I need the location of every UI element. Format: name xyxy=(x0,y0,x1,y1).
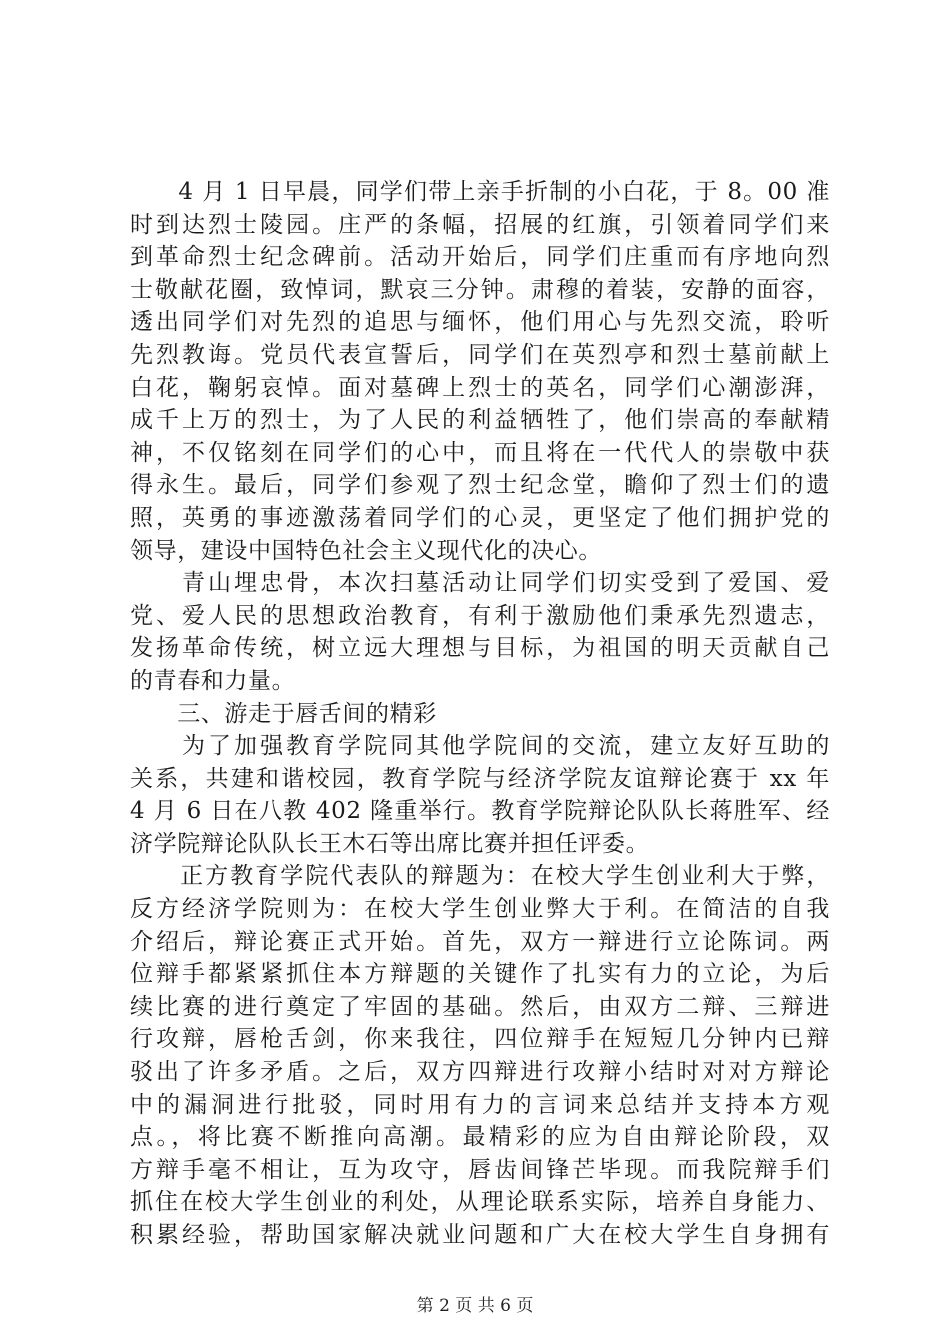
text-line: 先烈教诲。党员代表宣誓后，同学们在英烈亭和烈士墓前献上 xyxy=(130,341,830,368)
text-line: 关系，共建和谐校园，教育学院与经济学院友谊辩论赛于 xx 年 xyxy=(130,765,830,792)
text-line: 正方教育学院代表队的辩题为：在校大学生创业利大于弊， xyxy=(130,863,830,890)
text-line: 透出同学们对先烈的追思与缅怀，他们用心与先烈交流，聆听 xyxy=(130,309,830,336)
text-line: 时到达烈士陵园。庄严的条幅，招展的红旗，引领着同学们来 xyxy=(130,211,830,238)
text-line: 积累经验，帮助国家解决就业问题和广大在校大学生自身拥有 xyxy=(130,1222,830,1248)
text-line: 方辩手毫不相让，互为攻守，唇齿间锋芒毕现。而我院辩手们 xyxy=(130,1156,830,1183)
text-line: 发扬革命传统，树立远大理想与目标，为祖国的明天贡献自己 xyxy=(130,635,830,662)
text-line: 点。，将比赛不断推向高潮。最精彩的应为自由辩论阶段，双 xyxy=(130,1124,830,1151)
page-footer: 第 2 页 共 6 页 xyxy=(416,1296,534,1316)
text-line: 到革命烈士纪念碑前。活动开始后，同学们庄重而有序地向烈 xyxy=(130,244,830,271)
text-line: 介绍后，辩论赛正式开始。首先，双方一辩进行立论陈词。两 xyxy=(130,928,830,955)
text-line: 士敬献花圈，致悼词，默哀三分钟。肃穆的着装，安静的面容， xyxy=(130,276,830,303)
text-line: 4 月 1 日早晨，同学们带上亲手折制的小白花，于 8。00 准 xyxy=(130,179,830,205)
text-line: 成千上万的烈士，为了人民的利益牺牲了，他们崇高的奉献精 xyxy=(130,407,830,434)
text-line: 的青春和力量。 xyxy=(130,667,296,694)
text-line: 中的漏洞进行批驳，同时用有力的言词来总结并支持本方观 xyxy=(130,1091,830,1118)
text-line: 续比赛的进行奠定了牢固的基础。然后，由双方二辩、三辩进 xyxy=(130,993,830,1020)
text-line: 白花，鞠躬哀悼。面对墓碑上烈士的英名，同学们心潮澎湃， xyxy=(130,374,830,401)
text-line: 得永生。最后，同学们参观了烈士纪念堂，瞻仰了烈士们的遗 xyxy=(130,472,830,499)
text-line: 反方经济学院则为：在校大学生创业弊大于利。在简洁的自我 xyxy=(130,896,830,923)
text-line: 照，英勇的事迹激荡着同学们的心灵，更坚定了他们拥护党的 xyxy=(130,504,830,531)
text-line: 驳出了许多矛盾。之后，双方四辩进行攻辩小结时对对方辩论 xyxy=(130,1059,830,1086)
text-line: 位辩手都紧紧抓住本方辩题的关键作了扎实有力的立论，为后 xyxy=(130,961,830,988)
text-line: 领导，建设中国特色社会主义现代化的决心。 xyxy=(130,537,602,564)
text-line: 行攻辩，唇枪舌剑，你来我往，四位辩手在短短几分钟内已辩 xyxy=(130,1026,830,1053)
body-text xyxy=(130,176,830,1252)
text-line: 神，不仅铭刻在同学们的心中，而且将在一代代人的崇敬中获 xyxy=(130,439,830,466)
text-line: 党、爱人民的思想政治教育，有利于激励他们秉承先烈遗志， xyxy=(130,602,830,629)
text-line: 济学院辩论队队长王木石等出席比赛并担任评委。 xyxy=(130,830,650,857)
text-line: 抓住在校大学生创业的利处，从理论联系实际，培养自身能力、 xyxy=(130,1189,830,1216)
text-line: 为了加强教育学院同其他学院间的交流，建立友好互助的 xyxy=(130,733,830,760)
text-line: 青山埋忠骨，本次扫墓活动让同学们切实受到了爱国、爱 xyxy=(130,570,830,597)
text-line: 4 月 6 日在八教 402 隆重举行。教育学院辩论队队长蒋胜军、经 xyxy=(130,798,830,825)
text-line: 三、游走于唇舌间的精彩 xyxy=(130,700,437,727)
